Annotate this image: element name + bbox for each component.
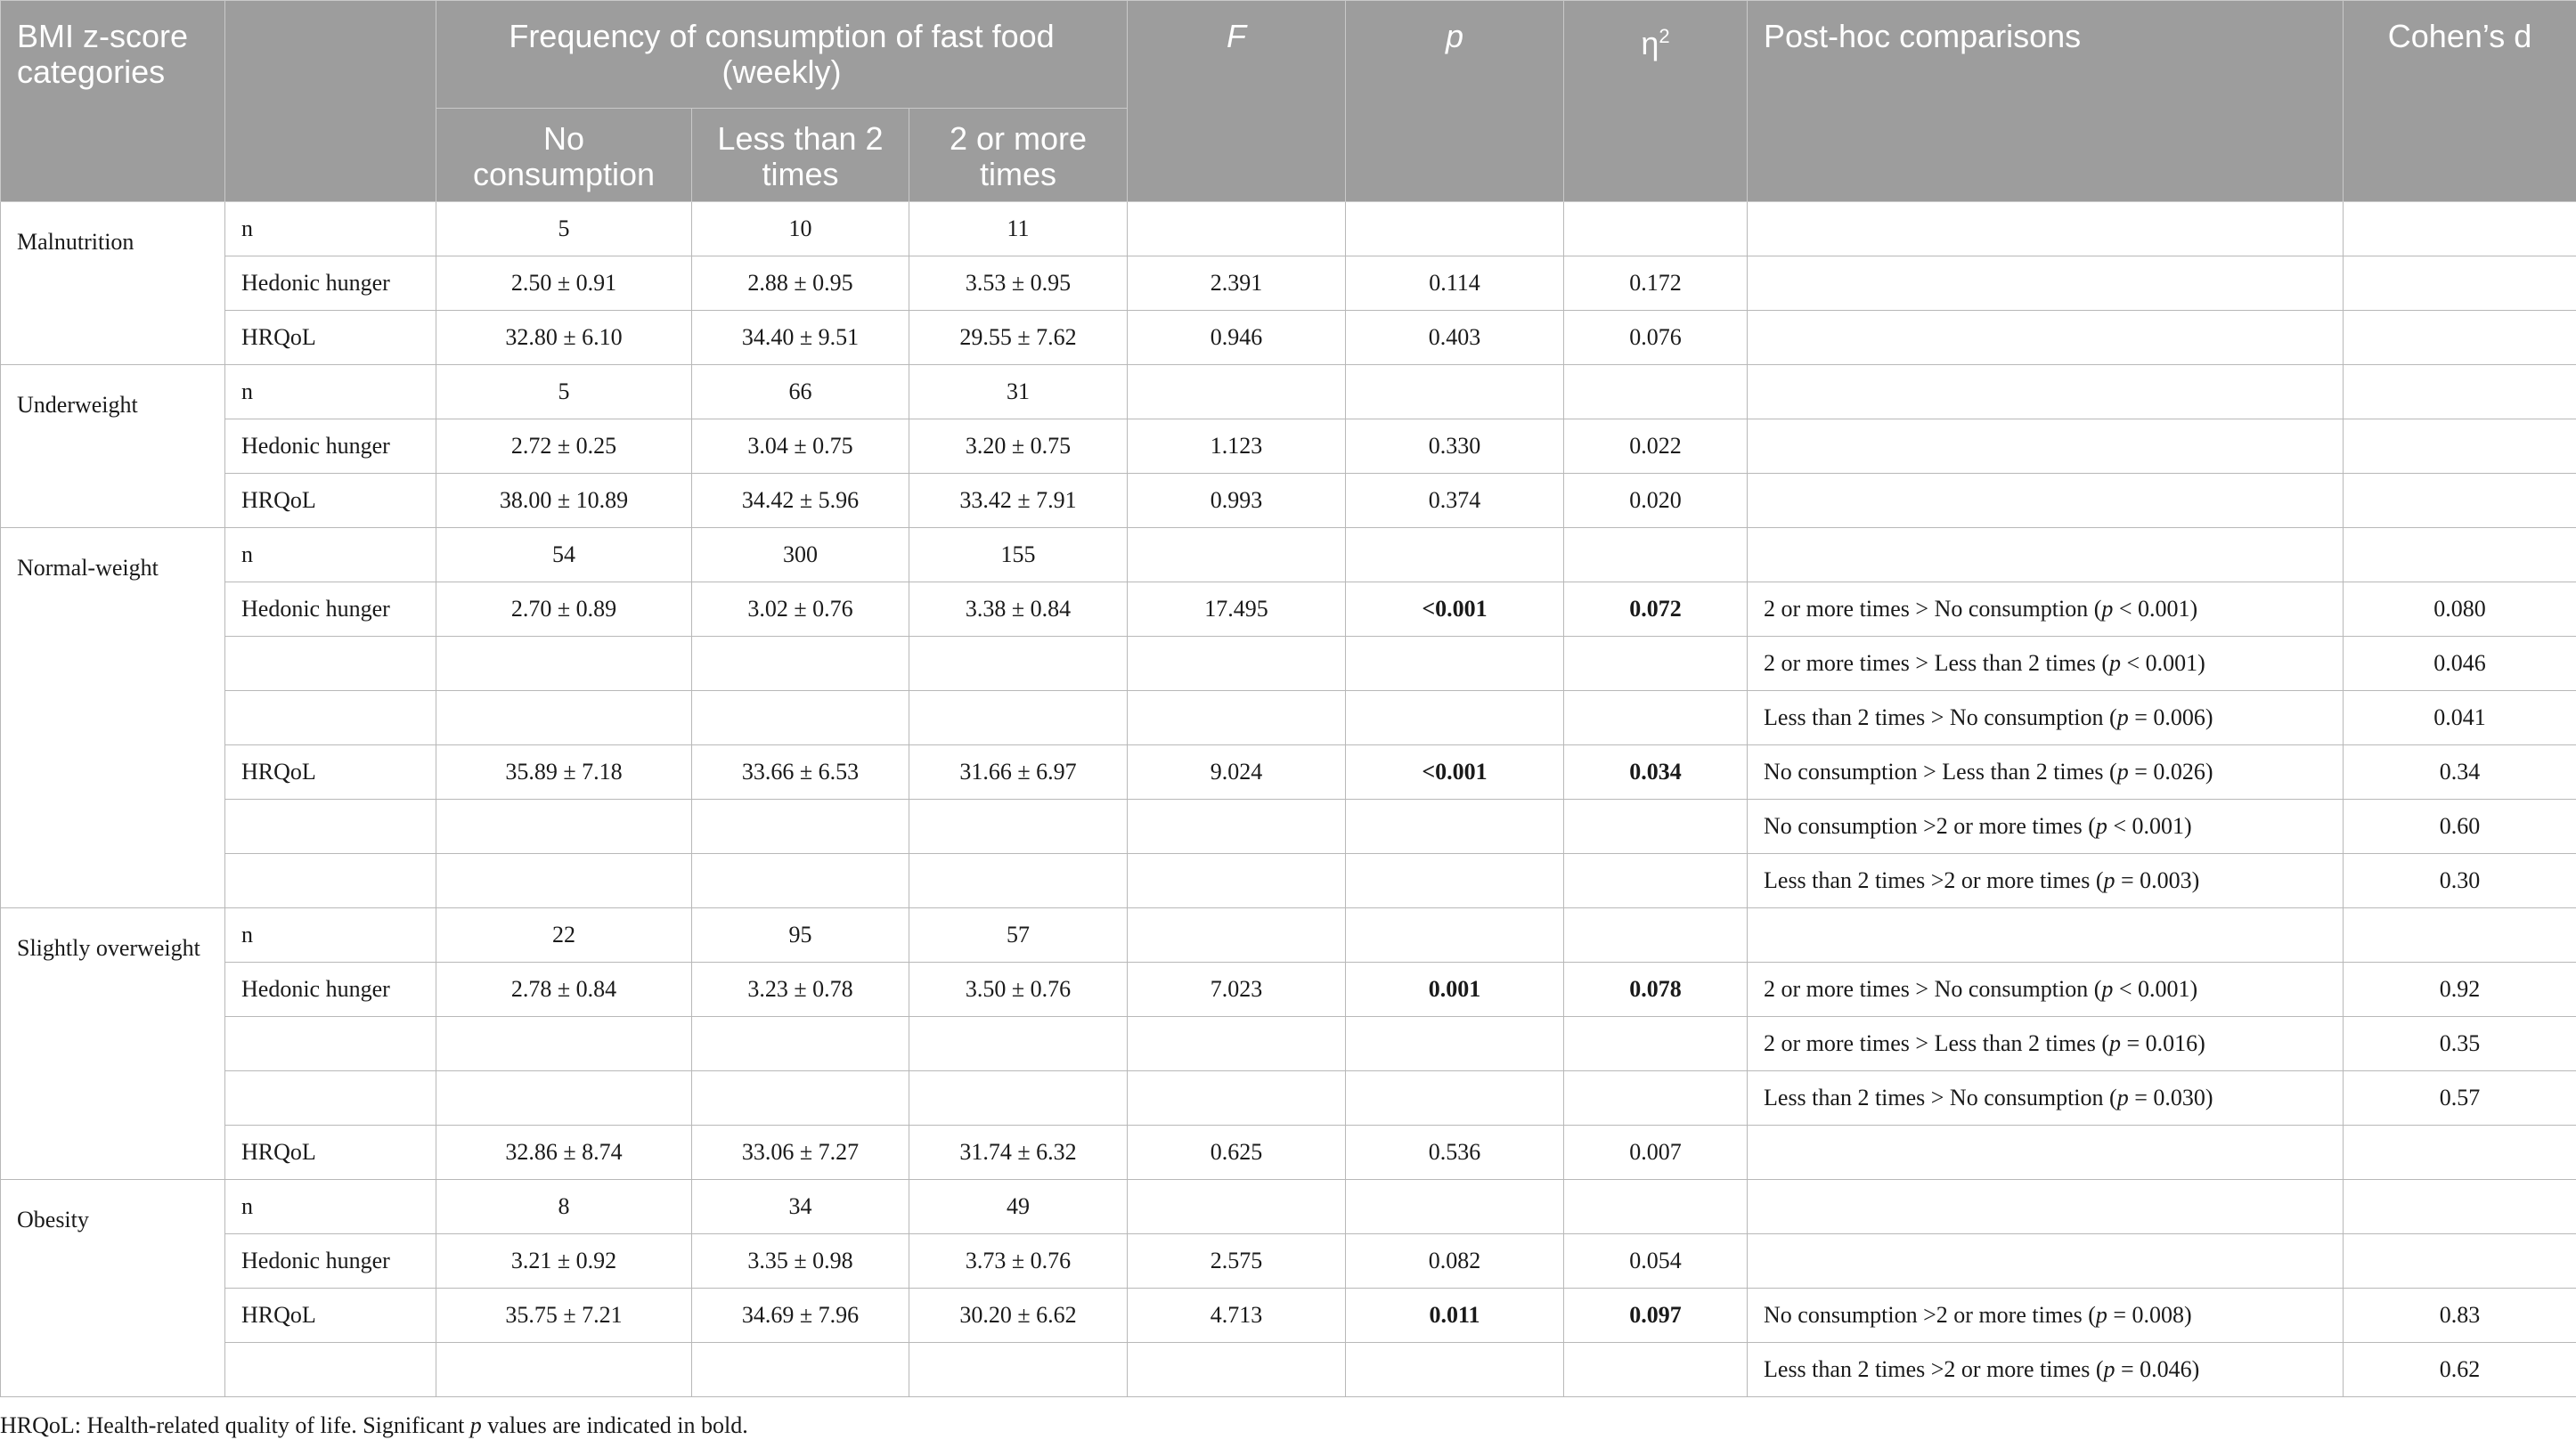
f-value-cell bbox=[1128, 1343, 1346, 1397]
no-consumption-cell: 3.21 ± 0.92 bbox=[436, 1234, 692, 1289]
eta-squared-cell bbox=[1564, 800, 1748, 854]
posthoc-p-symbol: p bbox=[2103, 867, 2115, 893]
two-or-more-cell: 31.74 ± 6.32 bbox=[909, 1126, 1128, 1180]
table-row bbox=[1, 908, 2576, 963]
measure-label-cell: Hedonic hunger bbox=[225, 256, 436, 311]
two-or-more-cell bbox=[909, 800, 1128, 854]
p-value-cell: 0.536 bbox=[1346, 1126, 1564, 1180]
p-value-cell bbox=[1346, 1017, 1564, 1071]
measure-label-cell: n bbox=[225, 202, 436, 256]
eta-squared-cell: 0.076 bbox=[1564, 311, 1748, 365]
posthoc-p-value: < 0.001) bbox=[2121, 650, 2205, 676]
header-f: F bbox=[1128, 1, 1346, 202]
posthoc-cell bbox=[1748, 908, 2344, 963]
no-consumption-cell: 2.78 ± 0.84 bbox=[436, 963, 692, 1017]
posthoc-text: 2 or more times > Less than 2 times ( bbox=[1764, 1030, 2109, 1056]
eta-squared-cell: 0.097 bbox=[1564, 1289, 1748, 1343]
cohens-d-cell bbox=[2344, 256, 2576, 311]
eta-squared-cell: 0.020 bbox=[1564, 474, 1748, 528]
table-body bbox=[1, 202, 2576, 1397]
posthoc-cell bbox=[1748, 202, 2344, 256]
header-p: p bbox=[1346, 1, 1564, 202]
cohens-d-cell bbox=[2344, 419, 2576, 474]
posthoc-cell bbox=[1748, 1017, 2344, 1071]
cohens-d-cell: 0.080 bbox=[2344, 582, 2576, 637]
posthoc-p-symbol: p bbox=[2095, 813, 2107, 839]
cohens-d-cell: 0.92 bbox=[2344, 963, 2576, 1017]
no-consumption-cell: 35.89 ± 7.18 bbox=[436, 745, 692, 800]
p-value-cell: 0.011 bbox=[1346, 1289, 1564, 1343]
f-value-cell bbox=[1128, 1071, 1346, 1126]
p-value-cell: 0.374 bbox=[1346, 474, 1564, 528]
less-than-2-cell: 300 bbox=[692, 528, 909, 582]
no-consumption-cell: 54 bbox=[436, 528, 692, 582]
cohens-d-cell: 0.60 bbox=[2344, 800, 2576, 854]
table-row bbox=[1, 854, 2576, 908]
p-value-cell bbox=[1346, 854, 1564, 908]
measure-label-cell bbox=[225, 691, 436, 745]
cohens-d-cell bbox=[2344, 1234, 2576, 1289]
less-than-2-cell: 95 bbox=[692, 908, 909, 963]
f-value-cell: 17.495 bbox=[1128, 582, 1346, 637]
two-or-more-cell: 3.53 ± 0.95 bbox=[909, 256, 1128, 311]
posthoc-text: No consumption >2 or more times ( bbox=[1764, 1302, 2096, 1328]
no-consumption-cell: 2.70 ± 0.89 bbox=[436, 582, 692, 637]
table-row bbox=[1, 256, 2576, 311]
posthoc-p-value: = 0.026) bbox=[2128, 759, 2213, 785]
posthoc-text: 2 or more times > Less than 2 times ( bbox=[1764, 650, 2109, 676]
table-row bbox=[1, 419, 2576, 474]
measure-label-cell: HRQoL bbox=[225, 474, 436, 528]
less-than-2-cell: 33.66 ± 6.53 bbox=[692, 745, 909, 800]
header-eta-symbol: η bbox=[1641, 25, 1659, 61]
less-than-2-cell: 3.04 ± 0.75 bbox=[692, 419, 909, 474]
cohens-d-cell: 0.046 bbox=[2344, 637, 2576, 691]
cohens-d-cell bbox=[2344, 365, 2576, 419]
eta-squared-cell: 0.034 bbox=[1564, 745, 1748, 800]
posthoc-cell bbox=[1748, 963, 2344, 1017]
posthoc-cell bbox=[1748, 474, 2344, 528]
posthoc-p-value: = 0.016) bbox=[2121, 1030, 2205, 1056]
less-than-2-cell bbox=[692, 1017, 909, 1071]
eta-squared-cell: 0.172 bbox=[1564, 256, 1748, 311]
two-or-more-cell: 3.38 ± 0.84 bbox=[909, 582, 1128, 637]
header-blank bbox=[225, 1, 436, 202]
f-value-cell bbox=[1128, 528, 1346, 582]
posthoc-cell bbox=[1748, 1071, 2344, 1126]
category-cell: Obesity bbox=[1, 1180, 225, 1397]
posthoc-p-symbol: p bbox=[2116, 1085, 2129, 1110]
table-row bbox=[1, 1071, 2576, 1126]
no-consumption-cell bbox=[436, 1343, 692, 1397]
less-than-2-cell bbox=[692, 1343, 909, 1397]
f-value-cell: 4.713 bbox=[1128, 1289, 1346, 1343]
f-value-cell bbox=[1128, 1180, 1346, 1234]
eta-squared-cell bbox=[1564, 637, 1748, 691]
posthoc-cell bbox=[1748, 1289, 2344, 1343]
p-value-cell bbox=[1346, 800, 1564, 854]
measure-label-cell bbox=[225, 637, 436, 691]
posthoc-cell bbox=[1748, 1126, 2344, 1180]
two-or-more-cell: 3.50 ± 0.76 bbox=[909, 963, 1128, 1017]
eta-squared-cell bbox=[1564, 908, 1748, 963]
two-or-more-cell: 57 bbox=[909, 908, 1128, 963]
cohens-d-cell: 0.62 bbox=[2344, 1343, 2576, 1397]
two-or-more-cell: 3.73 ± 0.76 bbox=[909, 1234, 1128, 1289]
two-or-more-cell: 49 bbox=[909, 1180, 1128, 1234]
table-row bbox=[1, 745, 2576, 800]
f-value-cell bbox=[1128, 202, 1346, 256]
no-consumption-cell: 35.75 ± 7.21 bbox=[436, 1289, 692, 1343]
posthoc-text: Less than 2 times >2 or more times ( bbox=[1764, 867, 2104, 893]
p-value-cell bbox=[1346, 528, 1564, 582]
posthoc-p-symbol: p bbox=[2116, 704, 2129, 730]
header-eta-superscript: 2 bbox=[1659, 25, 1670, 47]
posthoc-cell bbox=[1748, 311, 2344, 365]
cohens-d-cell: 0.83 bbox=[2344, 1289, 2576, 1343]
posthoc-p-value: = 0.003) bbox=[2115, 867, 2200, 893]
eta-squared-cell bbox=[1564, 1071, 1748, 1126]
two-or-more-cell bbox=[909, 637, 1128, 691]
header-frequency-group: Frequency of consumption of fast food (weekly) bbox=[436, 1, 1128, 109]
eta-squared-cell bbox=[1564, 1343, 1748, 1397]
posthoc-text: No consumption > Less than 2 times ( bbox=[1764, 759, 2117, 785]
f-value-cell bbox=[1128, 800, 1346, 854]
category-cell: Slightly overweight bbox=[1, 908, 225, 1180]
f-value-cell bbox=[1128, 854, 1346, 908]
f-value-cell bbox=[1128, 691, 1346, 745]
f-value-cell bbox=[1128, 908, 1346, 963]
p-value-cell bbox=[1346, 202, 1564, 256]
category-cell: Normal-weight bbox=[1, 528, 225, 908]
cohens-d-cell bbox=[2344, 908, 2576, 963]
posthoc-cell bbox=[1748, 1180, 2344, 1234]
p-value-cell bbox=[1346, 1071, 1564, 1126]
header-bmi-categories: BMI z-score categories bbox=[1, 1, 225, 202]
posthoc-p-value: = 0.030) bbox=[2128, 1085, 2213, 1110]
cohens-d-cell bbox=[2344, 1126, 2576, 1180]
no-consumption-cell: 5 bbox=[436, 202, 692, 256]
cohens-d-cell bbox=[2344, 202, 2576, 256]
p-value-cell: 0.082 bbox=[1346, 1234, 1564, 1289]
no-consumption-cell bbox=[436, 1071, 692, 1126]
two-or-more-cell bbox=[909, 1017, 1128, 1071]
two-or-more-cell: 33.42 ± 7.91 bbox=[909, 474, 1128, 528]
table-row bbox=[1, 691, 2576, 745]
table-row bbox=[1, 800, 2576, 854]
measure-label-cell bbox=[225, 1071, 436, 1126]
two-or-more-cell: 31 bbox=[909, 365, 1128, 419]
cohens-d-cell bbox=[2344, 311, 2576, 365]
eta-squared-cell bbox=[1564, 1017, 1748, 1071]
less-than-2-cell bbox=[692, 800, 909, 854]
no-consumption-cell: 32.80 ± 6.10 bbox=[436, 311, 692, 365]
less-than-2-cell: 66 bbox=[692, 365, 909, 419]
cohens-d-cell: 0.57 bbox=[2344, 1071, 2576, 1126]
posthoc-cell bbox=[1748, 1343, 2344, 1397]
eta-squared-cell bbox=[1564, 691, 1748, 745]
table-row bbox=[1, 474, 2576, 528]
no-consumption-cell bbox=[436, 637, 692, 691]
cohens-d-cell: 0.34 bbox=[2344, 745, 2576, 800]
less-than-2-cell bbox=[692, 1071, 909, 1126]
eta-squared-cell: 0.072 bbox=[1564, 582, 1748, 637]
posthoc-p-symbol: p bbox=[2116, 759, 2129, 785]
less-than-2-cell: 34.40 ± 9.51 bbox=[692, 311, 909, 365]
two-or-more-cell: 30.20 ± 6.62 bbox=[909, 1289, 1128, 1343]
p-value-cell bbox=[1346, 637, 1564, 691]
f-value-cell: 0.625 bbox=[1128, 1126, 1346, 1180]
cohens-d-cell bbox=[2344, 474, 2576, 528]
measure-label-cell: HRQoL bbox=[225, 311, 436, 365]
measure-label-cell: n bbox=[225, 908, 436, 963]
less-than-2-cell: 10 bbox=[692, 202, 909, 256]
p-value-cell bbox=[1346, 1343, 1564, 1397]
posthoc-p-symbol: p bbox=[2109, 1030, 2121, 1056]
two-or-more-cell bbox=[909, 1343, 1128, 1397]
posthoc-p-symbol: p bbox=[2109, 650, 2121, 676]
measure-label-cell: HRQoL bbox=[225, 745, 436, 800]
p-value-cell bbox=[1346, 691, 1564, 745]
no-consumption-cell: 32.86 ± 8.74 bbox=[436, 1126, 692, 1180]
two-or-more-cell bbox=[909, 1071, 1128, 1126]
less-than-2-cell bbox=[692, 854, 909, 908]
posthoc-text: Less than 2 times >2 or more times ( bbox=[1764, 1356, 2104, 1382]
p-value-cell: <0.001 bbox=[1346, 582, 1564, 637]
p-value-cell: 0.403 bbox=[1346, 311, 1564, 365]
table-header bbox=[1, 1, 2576, 202]
p-value-cell bbox=[1346, 365, 1564, 419]
eta-squared-cell: 0.007 bbox=[1564, 1126, 1748, 1180]
measure-label-cell: n bbox=[225, 1180, 436, 1234]
measure-label-cell bbox=[225, 800, 436, 854]
table-row bbox=[1, 202, 2576, 256]
posthoc-p-value: = 0.006) bbox=[2128, 704, 2213, 730]
p-value-cell: <0.001 bbox=[1346, 745, 1564, 800]
no-consumption-cell bbox=[436, 691, 692, 745]
f-value-cell: 2.391 bbox=[1128, 256, 1346, 311]
measure-label-cell bbox=[225, 1017, 436, 1071]
p-value-cell: 0.330 bbox=[1346, 419, 1564, 474]
table-row bbox=[1, 637, 2576, 691]
less-than-2-cell: 34.42 ± 5.96 bbox=[692, 474, 909, 528]
measure-label-cell bbox=[225, 854, 436, 908]
footnote-p-symbol: p bbox=[469, 1412, 482, 1438]
posthoc-text: No consumption >2 or more times ( bbox=[1764, 813, 2096, 839]
measure-label-cell: n bbox=[225, 365, 436, 419]
posthoc-p-symbol: p bbox=[2103, 1356, 2115, 1382]
posthoc-cell bbox=[1748, 256, 2344, 311]
table-row bbox=[1, 1017, 2576, 1071]
posthoc-cell bbox=[1748, 528, 2344, 582]
measure-label-cell bbox=[225, 1343, 436, 1397]
footnote-text-1: HRQoL: Health-related quality of life. Significant bbox=[0, 1412, 470, 1438]
no-consumption-cell: 38.00 ± 10.89 bbox=[436, 474, 692, 528]
less-than-2-cell: 33.06 ± 7.27 bbox=[692, 1126, 909, 1180]
posthoc-cell bbox=[1748, 854, 2344, 908]
less-than-2-cell: 2.88 ± 0.95 bbox=[692, 256, 909, 311]
f-value-cell bbox=[1128, 365, 1346, 419]
posthoc-text: Less than 2 times > No consumption ( bbox=[1764, 704, 2117, 730]
less-than-2-cell: 34.69 ± 7.96 bbox=[692, 1289, 909, 1343]
table-row bbox=[1, 311, 2576, 365]
no-consumption-cell bbox=[436, 854, 692, 908]
table-row bbox=[1, 1343, 2576, 1397]
f-value-cell: 0.993 bbox=[1128, 474, 1346, 528]
two-or-more-cell: 29.55 ± 7.62 bbox=[909, 311, 1128, 365]
cohens-d-cell: 0.35 bbox=[2344, 1017, 2576, 1071]
posthoc-cell bbox=[1748, 582, 2344, 637]
f-value-cell bbox=[1128, 1017, 1346, 1071]
two-or-more-cell bbox=[909, 691, 1128, 745]
cohens-d-cell: 0.041 bbox=[2344, 691, 2576, 745]
header-2-or-more: 2 or more times bbox=[909, 109, 1128, 202]
header-less-than-2: Less than 2 times bbox=[692, 109, 909, 202]
measure-label-cell: n bbox=[225, 528, 436, 582]
posthoc-cell bbox=[1748, 745, 2344, 800]
table-row bbox=[1, 1234, 2576, 1289]
no-consumption-cell: 2.50 ± 0.91 bbox=[436, 256, 692, 311]
table-row bbox=[1, 365, 2576, 419]
eta-squared-cell bbox=[1564, 365, 1748, 419]
measure-label-cell: Hedonic hunger bbox=[225, 419, 436, 474]
posthoc-cell bbox=[1748, 637, 2344, 691]
posthoc-p-value: < 0.001) bbox=[2113, 976, 2198, 1002]
posthoc-cell bbox=[1748, 419, 2344, 474]
eta-squared-cell bbox=[1564, 202, 1748, 256]
table-row bbox=[1, 963, 2576, 1017]
measure-label-cell: Hedonic hunger bbox=[225, 963, 436, 1017]
cohens-d-cell bbox=[2344, 1180, 2576, 1234]
no-consumption-cell: 2.72 ± 0.25 bbox=[436, 419, 692, 474]
posthoc-p-value: < 0.001) bbox=[2113, 596, 2198, 622]
category-cell: Malnutrition bbox=[1, 202, 225, 365]
two-or-more-cell: 31.66 ± 6.97 bbox=[909, 745, 1128, 800]
table-row bbox=[1, 1289, 2576, 1343]
less-than-2-cell bbox=[692, 691, 909, 745]
posthoc-p-symbol: p bbox=[2095, 1302, 2107, 1328]
measure-label-cell: HRQoL bbox=[225, 1126, 436, 1180]
posthoc-p-symbol: p bbox=[2101, 976, 2114, 1002]
posthoc-p-value: = 0.008) bbox=[2107, 1302, 2192, 1328]
measure-label-cell: HRQoL bbox=[225, 1289, 436, 1343]
posthoc-cell bbox=[1748, 365, 2344, 419]
eta-squared-cell: 0.054 bbox=[1564, 1234, 1748, 1289]
f-value-cell: 9.024 bbox=[1128, 745, 1346, 800]
posthoc-cell bbox=[1748, 1234, 2344, 1289]
measure-label-cell: Hedonic hunger bbox=[225, 582, 436, 637]
footnote-text-2: values are indicated in bold. bbox=[481, 1412, 748, 1438]
eta-squared-cell bbox=[1564, 854, 1748, 908]
no-consumption-cell bbox=[436, 800, 692, 854]
f-value-cell: 7.023 bbox=[1128, 963, 1346, 1017]
table-row bbox=[1, 528, 2576, 582]
f-value-cell: 2.575 bbox=[1128, 1234, 1346, 1289]
category-cell: Underweight bbox=[1, 365, 225, 528]
cohens-d-cell: 0.30 bbox=[2344, 854, 2576, 908]
two-or-more-cell: 155 bbox=[909, 528, 1128, 582]
posthoc-text: 2 or more times > No consumption ( bbox=[1764, 596, 2102, 622]
eta-squared-cell: 0.022 bbox=[1564, 419, 1748, 474]
p-value-cell: 0.114 bbox=[1346, 256, 1564, 311]
less-than-2-cell: 3.02 ± 0.76 bbox=[692, 582, 909, 637]
no-consumption-cell bbox=[436, 1017, 692, 1071]
header-posthoc: Post-hoc comparisons bbox=[1748, 1, 2344, 202]
cohens-d-cell bbox=[2344, 528, 2576, 582]
f-value-cell: 0.946 bbox=[1128, 311, 1346, 365]
posthoc-p-symbol: p bbox=[2101, 596, 2114, 622]
posthoc-cell bbox=[1748, 800, 2344, 854]
posthoc-p-value: = 0.046) bbox=[2115, 1356, 2200, 1382]
posthoc-text: Less than 2 times > No consumption ( bbox=[1764, 1085, 2117, 1110]
table-footnote bbox=[0, 1412, 748, 1439]
table-row bbox=[1, 582, 2576, 637]
f-value-cell: 1.123 bbox=[1128, 419, 1346, 474]
p-value-cell bbox=[1346, 1180, 1564, 1234]
eta-squared-cell bbox=[1564, 528, 1748, 582]
posthoc-p-value: < 0.001) bbox=[2107, 813, 2192, 839]
p-value-cell bbox=[1346, 908, 1564, 963]
header-eta-squared bbox=[1564, 1, 1748, 202]
no-consumption-cell: 22 bbox=[436, 908, 692, 963]
header-cohens-d: Cohen’s d bbox=[2344, 1, 2576, 202]
table-row bbox=[1, 1180, 2576, 1234]
posthoc-text: 2 or more times > No consumption ( bbox=[1764, 976, 2102, 1002]
eta-squared-cell: 0.078 bbox=[1564, 963, 1748, 1017]
two-or-more-cell bbox=[909, 854, 1128, 908]
posthoc-cell bbox=[1748, 691, 2344, 745]
less-than-2-cell bbox=[692, 637, 909, 691]
no-consumption-cell: 8 bbox=[436, 1180, 692, 1234]
f-value-cell bbox=[1128, 637, 1346, 691]
less-than-2-cell: 3.23 ± 0.78 bbox=[692, 963, 909, 1017]
less-than-2-cell: 3.35 ± 0.98 bbox=[692, 1234, 909, 1289]
header-no-consumption: No consumption bbox=[436, 109, 692, 202]
less-than-2-cell: 34 bbox=[692, 1180, 909, 1234]
two-or-more-cell: 11 bbox=[909, 202, 1128, 256]
two-or-more-cell: 3.20 ± 0.75 bbox=[909, 419, 1128, 474]
table-row bbox=[1, 1126, 2576, 1180]
no-consumption-cell: 5 bbox=[436, 365, 692, 419]
p-value-cell: 0.001 bbox=[1346, 963, 1564, 1017]
eta-squared-cell bbox=[1564, 1180, 1748, 1234]
measure-label-cell: Hedonic hunger bbox=[225, 1234, 436, 1289]
